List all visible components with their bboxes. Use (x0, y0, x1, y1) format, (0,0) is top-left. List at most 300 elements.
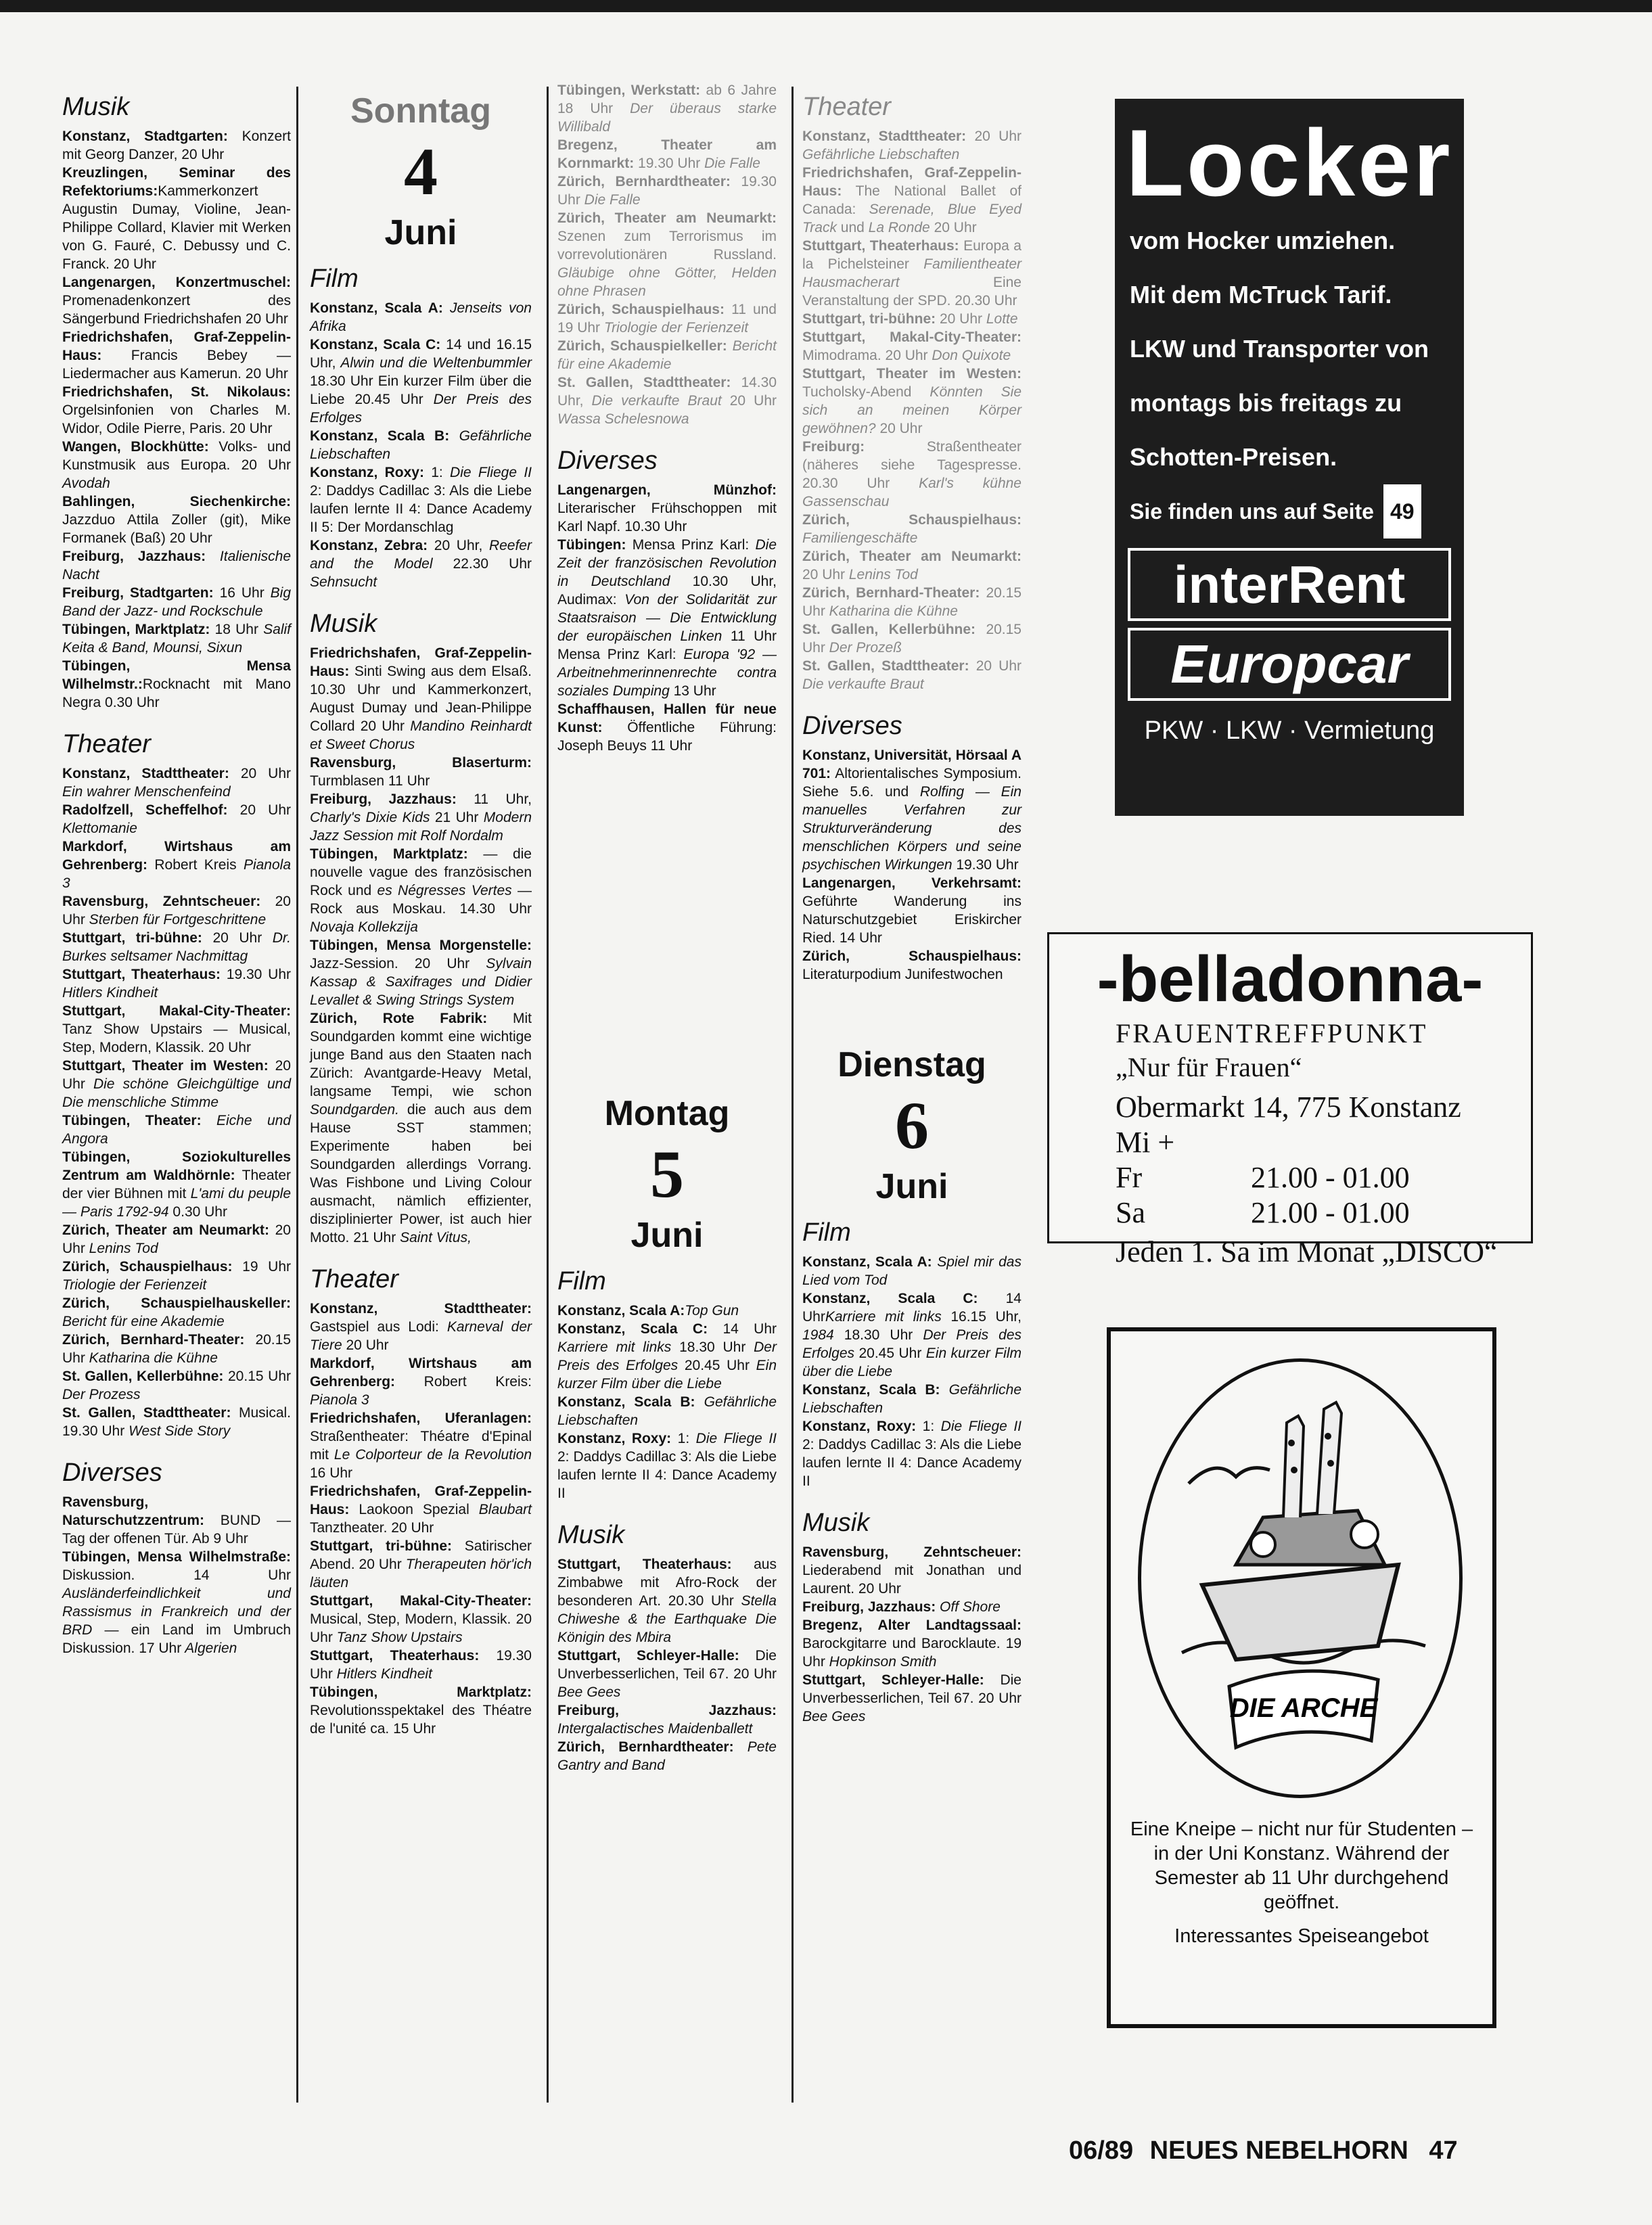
listing-entry (310, 1647, 532, 1683)
event-detail: 1: (671, 1431, 690, 1446)
venue-label: Tübingen, Mensa Morgenstelle: (310, 938, 532, 953)
section-heading: Diverses (62, 1459, 162, 1487)
event-detail: Straßentheater (näheres siehe Tagespresse. 20.30 Uhr (802, 439, 1022, 491)
listing-entry (557, 373, 777, 428)
venue-label: Stuttgart, Makal-City-Theater: (802, 329, 1022, 345)
listing-entry (310, 936, 532, 1009)
listing-entry (62, 1493, 291, 1548)
event-detail: 22.30 Uhr (432, 556, 532, 572)
event-title: Die Zeit der französischen Revolution in Deutschland (557, 537, 777, 589)
event-title: Der Preis des Erfolges (310, 392, 532, 426)
venue-label: Stuttgart, Theaterhaus: (62, 967, 221, 982)
event-title: Familiengeschäfte (802, 530, 918, 546)
venue-label: Konstanz, Stadttheater: (802, 129, 967, 144)
event-title: Die Fliege II (934, 1419, 1022, 1434)
event-title: Bee Gees (802, 1709, 866, 1724)
event-title: Top Gun (685, 1303, 739, 1318)
event-title: Der Prozeß (825, 640, 902, 656)
event-detail: 16.15 Uhr, (941, 1309, 1022, 1325)
event-detail: Konzert mit Georg Danzer, 20 Uhr (62, 129, 291, 162)
event-title: Gefährliche Liebschaften (310, 428, 532, 462)
ad-belladonna-name: -belladonna- (1097, 943, 1484, 1015)
event-title: Saint Vitus, (396, 1230, 472, 1245)
ad-arche-description: Eine Kneipe – nicht nur für Studenten – in der Uni Konstanz. Während der Semester ab 11 Uhr durchgehend geöffnet. (1130, 1818, 1473, 1913)
venue-label: Friedrichshafen, Graf-Zeppelin-Haus: (310, 645, 532, 679)
event-title: Klettomanie (62, 821, 137, 836)
event-title: Lotte (982, 311, 1018, 327)
listing-entry (557, 209, 777, 300)
venue-label: Stuttgart, Makal-City-Theater: (310, 1593, 532, 1609)
event-title: Bericht für eine Akademie (62, 1314, 225, 1329)
ad-line: vom Hocker umziehen. (1130, 227, 1396, 254)
ad-line: LKW und Transporter von (1130, 335, 1429, 363)
event-detail: Sinti Swing aus dem Elsaß. 10.30 Uhr und Kammerkonzert, August Dumay und Jean-Philippe Collard 20 Uhr (310, 664, 532, 734)
listing-entry (802, 1616, 1022, 1671)
event-title: Ausländerfeindlichkeit und Rassismus in Frankreich und der BRD (62, 1586, 291, 1638)
ark-illustration (1141, 1362, 1459, 1795)
event-detail: 20 Uhr (966, 129, 1022, 144)
event-detail: Tucholsky-Abend (802, 384, 912, 400)
venue-label: Zürich, Schauspielkeller: (557, 338, 727, 354)
event-detail: 20 Uhr (62, 1222, 291, 1256)
listing-entry (310, 463, 532, 536)
event-detail: 20.45 Uhr (854, 1346, 922, 1361)
ad-belladonna-note: Jeden 1. Sa im Monat „DISCO“ (1116, 1235, 1498, 1268)
event-detail: Jazz-Session. 20 Uhr (310, 956, 470, 971)
venue-label: Zürich, Bernhard-Theater: (802, 585, 980, 601)
event-detail: Gastspiel aus Lodi: (310, 1319, 439, 1335)
venue-label: Zürich, Schauspielhaus: (62, 1259, 233, 1275)
event-detail: ab 6 Jahre 18 Uhr (557, 83, 777, 116)
event-detail: 14 Uhr (708, 1321, 777, 1337)
venue-label: Stuttgart, Schleyer-Halle: (802, 1672, 984, 1688)
event-title: Novaja Kollekzija (310, 919, 418, 935)
event-title: Gläubige ohne Götter, Helden ohne Phrasen (557, 265, 777, 299)
event-title: Die verkaufte Braut (802, 676, 924, 692)
listing-entry (557, 81, 777, 136)
venue-label: Konstanz, Stadtgarten: (62, 129, 228, 144)
column-rule (296, 87, 298, 2103)
venue-label: Freiburg, Jazzhaus: (310, 792, 457, 807)
event-detail: die auch aus dem Hause SST stammen; Experimente haben bei Soundgarden allerdings Vorrang. Was Fishbone und Living Colour ausmacht, nämlich effizienter, disziplinierter Power, ist auch hier Motto. 21 Uhr (310, 1102, 532, 1245)
venue-label: Tübingen, Mensa Wilhelmstraße: (62, 1549, 291, 1565)
day-name: Montag (604, 1094, 730, 1133)
event-title: Bee Gees (557, 1684, 621, 1700)
venue-label: St. Gallen, Kellerbühne: (802, 622, 976, 637)
event-detail: Die Unverbesserlichen, Teil 67. 20 Uhr (802, 1672, 1022, 1706)
event-detail: 19 Uhr (232, 1259, 291, 1275)
listing-entry (310, 644, 532, 754)
listing-entry (802, 1417, 1022, 1490)
event-detail: Straßentheater: Théatre d'Epinal mit (310, 1429, 532, 1463)
event-detail: 2: Daddys Cadillac 3: Als die Liebe laufen lernte II 4: Dance Academy II (802, 1437, 1022, 1489)
venue-label: Kreuzlingen, Seminar des Refektoriums: (62, 165, 291, 199)
listing-entry (802, 164, 1022, 237)
event-title: Dr. Burkes seltsamer Nachmittag (62, 930, 291, 964)
venue-label: Stuttgart, Makal-City-Theater: (62, 1003, 291, 1019)
event-detail: Eine Veranstaltung der SPD. 20.30 Uhr (802, 275, 1022, 308)
ad-interrent-locker (1115, 99, 1464, 816)
event-title: Eiche und Angora (62, 1113, 291, 1147)
event-title: Europa '92 — Arbeitnehmerinnenrechte contra soziales Dumping (557, 647, 777, 699)
listing-entry (62, 892, 291, 929)
event-title: Der Preis des Erfolges (557, 1339, 777, 1373)
event-detail: 20 Uhr (202, 930, 262, 946)
listing-entry (62, 383, 291, 438)
event-title: Familientheater Hausmacherart (802, 256, 1022, 290)
listing-entry (802, 657, 1022, 693)
top-torn-strip (0, 0, 1652, 12)
day-month: Juni (875, 1167, 948, 1206)
venue-label: Konstanz, Roxy: (557, 1431, 672, 1446)
listing-entry (62, 1258, 291, 1294)
venue-label: Konstanz, Scala B: (310, 428, 450, 444)
ad-belladonna-tagline: „Nur für Frauen“ (1116, 1052, 1302, 1082)
listing-entry (557, 536, 777, 700)
event-title: Reefer and the Model (310, 538, 532, 572)
listing-entry (802, 127, 1022, 164)
section-heading: Film (557, 1267, 606, 1295)
listing-entry (802, 947, 1022, 984)
event-title: Don Quixote (927, 348, 1011, 363)
listing-entry (310, 1354, 532, 1409)
day-heading (802, 1045, 1022, 1207)
day-date: 5 (650, 1137, 684, 1212)
listing-entry (310, 1683, 532, 1738)
venue-label: Ravensburg, Zehntscheuer: (802, 1544, 1022, 1560)
event-detail: 20.15 Uhr (223, 1369, 291, 1384)
faded-section-block (802, 92, 1022, 693)
section-heading: Theater (802, 93, 891, 121)
venue-label: Konstanz, Roxy: (310, 465, 424, 480)
ad-belladonna (1047, 932, 1533, 1268)
event-detail: 18.30 Uhr Ein kurzer Film über die Liebe 20.45 Uhr (310, 373, 532, 407)
listing-entry (557, 1302, 777, 1320)
event-title: L'ami du peuple — Paris 1792-94 (62, 1186, 292, 1220)
ad-line: Schotten-Preisen. (1130, 443, 1337, 471)
venue-label: Konstanz, Scala A: (802, 1254, 932, 1270)
event-detail: 14 und 16.15 Uhr, (310, 337, 532, 371)
column-2 (310, 81, 532, 1738)
venue-label: Langenargen, Konzertmuschel: (62, 275, 291, 290)
venue-label: Stuttgart, Theater im Westen: (62, 1058, 269, 1074)
event-detail: Rocknacht mit Mano Negra 0.30 Uhr (62, 676, 291, 710)
event-detail: Turmblasen 11 Uhr (310, 773, 430, 789)
venue-label: St. Gallen, Stadttheater: (62, 1405, 231, 1421)
venue-label: Stuttgart, tri-bühne: (802, 311, 936, 327)
venue-label: Stuttgart, tri-bühne: (310, 1538, 453, 1554)
listing-entry (557, 1429, 777, 1503)
event-detail: 21 Uhr (430, 810, 479, 825)
listing-entry (62, 657, 291, 712)
ark-logo-text: DIE ARCHE (1229, 1693, 1378, 1723)
event-detail: Kammerkonzert Augustin Dumay, Violine, Jean-Philippe Collard, Klavier mit Werken von G. Fauré, C. Debussy und C. Franck. 20 Uhr (62, 183, 291, 272)
venue-label: Ravensburg, Zehntscheuer: (62, 894, 261, 909)
event-title: Sehnsucht (310, 574, 377, 590)
venue-label: Markdorf, Wirtshaus am Gehrenberg: (62, 839, 291, 873)
event-detail: Szenen zum Terrorismus im vorrevolutionären Russland. (557, 229, 777, 262)
listing-entry (557, 481, 777, 536)
event-title: 1984 (802, 1327, 834, 1343)
section-heading: Diverses (802, 712, 902, 740)
column-3 (557, 81, 777, 1774)
listing-entry (310, 536, 532, 591)
venue-label: Konstanz, Scala A: (557, 1303, 685, 1318)
venue-label: Zürich, Bernhard-Theater: (62, 1332, 245, 1348)
event-title: Spiel mir das Lied vom Tod (802, 1254, 1022, 1288)
venue-label: Freiburg, Jazzhaus: (557, 1703, 777, 1718)
hours-time: 21.00 - 01.00 (1251, 1196, 1410, 1229)
event-title: Jenseits von Afrika (310, 300, 532, 334)
venue-label: Stuttgart, Theaterhaus: (802, 238, 959, 254)
event-detail: Volks- und Kunstmusik aus Europa. 20 Uhr (62, 439, 291, 473)
event-detail: 20 Uhr (721, 393, 777, 409)
listing-entry (62, 127, 291, 164)
ad-arche-text (1124, 1817, 1479, 1948)
column-4 (802, 81, 1022, 1726)
event-title: Die schöne Gleichgültige und Die menschliche Stimme (62, 1076, 291, 1110)
listing-entry (62, 164, 291, 273)
column-rule (547, 87, 549, 2103)
listing-entry (802, 620, 1022, 657)
listing-entry (62, 838, 291, 892)
venue-label: Konstanz, Zebra: (310, 538, 428, 553)
section-heading: Musik (310, 610, 377, 638)
listing-entry (310, 754, 532, 790)
ad-belladonna-hours-row (1049, 1195, 1531, 1231)
event-title: Pete Gantry and Band (557, 1739, 777, 1773)
venue-label: Tübingen, Mensa Wilhelmstr.: (62, 658, 291, 692)
listing-entry (557, 1738, 777, 1774)
ad-services: PKW · LKW · Vermietung (1144, 716, 1435, 745)
event-detail: — Rock aus Moskau. 14.30 Uhr (310, 883, 532, 917)
listing-entry (557, 1555, 777, 1647)
event-detail: 20 Uhr (229, 766, 292, 781)
venue-label: St. Gallen, Kellerbühne: (62, 1369, 224, 1384)
venue-label: Tübingen: (557, 537, 626, 553)
venue-label: Zürich, Theater am Neumarkt: (802, 549, 1022, 564)
event-title: Der Prozess (62, 1387, 141, 1402)
event-title: La Ronde (864, 220, 930, 235)
day-month: Juni (630, 1216, 704, 1255)
event-detail: 20 Uhr (930, 220, 977, 235)
venue-label: Konstanz, Stadttheater: (62, 766, 229, 781)
venue-label: Zürich, Bernhardtheater: (557, 174, 731, 189)
venue-label: Stuttgart, Theater im Westen: (802, 366, 1022, 382)
venue-label: Freiburg, Stadtgarten: (62, 585, 214, 601)
section-heading: Musik (802, 1509, 870, 1537)
listing-entry (802, 1598, 1022, 1616)
hours-day: Mi + Fr (1116, 1126, 1175, 1194)
event-detail: Theater der vier Bühnen mit (62, 1168, 291, 1201)
venue-label: Stuttgart, Schleyer-Halle: (557, 1648, 739, 1664)
ad-belladonna-subtitle: FRAUENTREFFPUNKT (1116, 1018, 1428, 1049)
event-detail: Francis Bebey — Liedermacher aus Kamerun. 20 Uhr (62, 348, 291, 382)
venue-label: Markdorf, Wirtshaus am Gehrenberg: (310, 1356, 532, 1390)
event-detail: Robert Kreis (147, 857, 237, 873)
event-title: Big Band der Jazz- und Rockschule (62, 585, 291, 619)
listing-entry (310, 1592, 532, 1647)
event-title: Salif Keita & Band, Mounsi, Sixun (62, 622, 291, 656)
day-month: Juni (384, 213, 457, 252)
venue-label: Tübingen, Marktplatz: (310, 1684, 532, 1700)
listing-entry (62, 1002, 291, 1057)
listing-entry (802, 438, 1022, 511)
event-title: Blaubart (469, 1502, 532, 1517)
event-detail: Robert Kreis: (395, 1374, 532, 1390)
venue-label: Bahlingen, Siechenkirche: (62, 494, 291, 509)
event-title: Hitlers Kindheit (332, 1666, 432, 1682)
event-detail: The National Ballet of Canada: (802, 183, 1022, 217)
event-detail: 13 Uhr (669, 683, 716, 699)
hours-day: Sa (1116, 1196, 1145, 1229)
listing-entry (62, 620, 291, 657)
section-heading: Theater (310, 1265, 398, 1293)
event-detail: 1: (916, 1419, 935, 1434)
venue-label: Konstanz, Scala A: (310, 300, 443, 316)
listing-entry (62, 273, 291, 328)
venue-label: Tübingen, Marktplatz: (310, 846, 468, 862)
event-detail: 19.30 Uhr (557, 174, 777, 208)
event-title: Katharina die Kühne (825, 603, 958, 619)
event-title: Avodah (62, 476, 110, 491)
ad-belladonna-address: Obermarkt 14, 775 Konstanz (1116, 1091, 1461, 1124)
listing-entry (310, 427, 532, 463)
venue-label: Bregenz, Alter Landtagssaal: (802, 1618, 1022, 1633)
event-detail: 20 Uhr (227, 802, 291, 818)
event-title: Die Falle (700, 156, 760, 171)
listing-entry (62, 1057, 291, 1111)
venue-label: Tübingen, Marktplatz: (62, 622, 210, 637)
event-detail: 19.30 Uhr (634, 156, 701, 171)
event-title: Karriere mit links (557, 1339, 672, 1355)
venue-label: Friedrichshafen, Graf-Zeppelin-Haus: (62, 329, 291, 363)
event-title: Bericht für eine Akademie (557, 338, 777, 372)
event-title: Lenins Tod (845, 567, 918, 582)
event-title: Die Fliege II (442, 465, 532, 480)
event-title: Sterben für Fortgeschrittene (85, 912, 267, 927)
venue-label: Radolfzell, Scheffelhof: (62, 802, 228, 818)
event-title: Italienische Nacht (62, 549, 291, 582)
event-detail: 20.15 Uhr (62, 1332, 291, 1366)
ad-brand-europcar: Europcar (1128, 628, 1451, 701)
venue-label: St. Gallen, Stadttheater: (802, 658, 969, 674)
event-detail: 11 und 19 Uhr (557, 302, 777, 336)
event-title: Die Falle (580, 192, 641, 208)
listing-entry (802, 746, 1022, 874)
section-heading: Film (310, 265, 359, 293)
hours-time: 21.00 - 01.00 (1251, 1161, 1410, 1194)
event-title: Alwin und die Weltenbummler (336, 355, 532, 371)
listing-entry (62, 1404, 291, 1440)
event-title: Von der Solidarität zur Staatsraison — Die Entwicklung der europäischen Linken (557, 592, 777, 644)
event-title: Karneval der Tiere (310, 1319, 532, 1353)
listing-entry (557, 337, 777, 373)
event-title: Intergalactisches Maidenballett (557, 1721, 753, 1737)
listing-entry (62, 929, 291, 965)
venue-label: Friedrichshafen, Uferanlagen: (310, 1410, 532, 1426)
section-heading: Film (802, 1218, 851, 1247)
listing-entry (557, 136, 777, 173)
listing-entry (62, 547, 291, 584)
event-detail: Öffentliche Führung: Joseph Beuys 11 Uhr (557, 720, 777, 754)
event-detail: 0.30 Uhr (168, 1204, 227, 1220)
event-title: Könnten Sie sich an meinen Körper gewöhnen? (802, 384, 1022, 436)
venue-label: Zürich, Schauspielhaus: (802, 948, 1022, 964)
day-date: 6 (895, 1088, 929, 1163)
event-detail: 20 Uhr (969, 658, 1022, 674)
listing-entry (62, 801, 291, 838)
ad-page-ref (1115, 484, 1464, 538)
venue-label: Konstanz, Roxy: (802, 1419, 917, 1434)
event-title: Algerien (181, 1641, 237, 1656)
day-name: Sonntag (350, 91, 491, 131)
event-title: Ein kurzer Film über die Liebe (802, 1346, 1022, 1379)
event-detail: Revolutionsspektakel des Théatre de l'unité ca. 15 Uhr (310, 1703, 532, 1737)
ad-line: montags bis freitags zu (1130, 389, 1402, 417)
venue-label: Tübingen, Theater: (62, 1113, 202, 1128)
venue-label: Zürich, Schauspielhauskeller: (62, 1295, 291, 1311)
event-title: Therapeuten hör'ich läuten (310, 1557, 532, 1590)
venue-label: Stuttgart, Theaterhaus: (557, 1557, 732, 1572)
event-detail: — ein Land im Umbruch Diskussion. 17 Uhr (62, 1622, 291, 1656)
venue-label: Wangen, Blockhütte: (62, 439, 209, 455)
ad-brand-interrent: interRent (1128, 548, 1451, 621)
listing-entry (557, 1647, 777, 1701)
day-heading (557, 1093, 777, 1256)
event-detail: Laokoon Spezial (349, 1502, 469, 1517)
event-title: Le Colporteur de la Revolution (329, 1447, 532, 1463)
column-rule (791, 87, 794, 2103)
listing-entry (310, 1482, 532, 1537)
listing-entry (557, 1393, 777, 1429)
event-detail: 20 Uhr, (428, 538, 483, 553)
venue-label: Konstanz, Scala B: (557, 1394, 695, 1410)
event-detail: Mit Soundgarden kommt eine wichtige junge Band aus den Staaten nach Zürich: Avantgarde-Heavy Metal, langsame Tempi, wie schon (310, 1011, 532, 1099)
listing-entry (310, 299, 532, 336)
listing-entry (802, 874, 1022, 947)
event-title: Die verkaufte Braut (583, 393, 722, 409)
event-detail: 20 Uhr (62, 1058, 291, 1092)
day-heading (310, 91, 532, 253)
section-heading: Musik (62, 93, 130, 121)
event-detail: 20 Uhr (62, 894, 291, 927)
event-title: West Side Story (124, 1423, 231, 1439)
venue-label: Freiburg, Jazzhaus: (62, 549, 206, 564)
event-title: Gefährliche Liebschaften (802, 147, 960, 162)
venue-label: Freiburg: (802, 439, 865, 455)
event-title: Hopkinson Smith (825, 1654, 937, 1670)
event-title: Soundgarden. (310, 1102, 399, 1118)
event-detail: Europa a la Pichelsteiner (802, 238, 1022, 272)
event-detail: — die nouvelle vague des französischen Rock und (310, 846, 532, 898)
listing-entry (310, 336, 532, 427)
event-title: Hitlers Kindheit (62, 985, 158, 1001)
event-title: Der überaus starke Willibald (557, 101, 777, 135)
event-detail: Diskussion. 14 Uhr (62, 1567, 291, 1583)
ad-page-number: 49 (1383, 484, 1421, 538)
event-detail: Tanztheater. 20 Uhr (310, 1520, 434, 1536)
event-detail: 2: Daddys Cadillac 3: Als die Liebe laufen lernte II 4: Dance Academy II 5: Der Mordanschlag (310, 483, 532, 535)
event-title: Off Shore (936, 1599, 1001, 1615)
venue-label: Konstanz, Stadttheater: (310, 1301, 532, 1316)
event-detail: 14.30 Uhr, (557, 375, 777, 409)
venue-label: St. Gallen, Stadttheater: (557, 375, 731, 390)
section-heading: Diverses (557, 446, 658, 475)
listing-entry (310, 790, 532, 845)
listing-entry (557, 1320, 777, 1393)
event-detail: Altorientalisches Symposium. Siehe 5.6. und (802, 766, 1022, 800)
